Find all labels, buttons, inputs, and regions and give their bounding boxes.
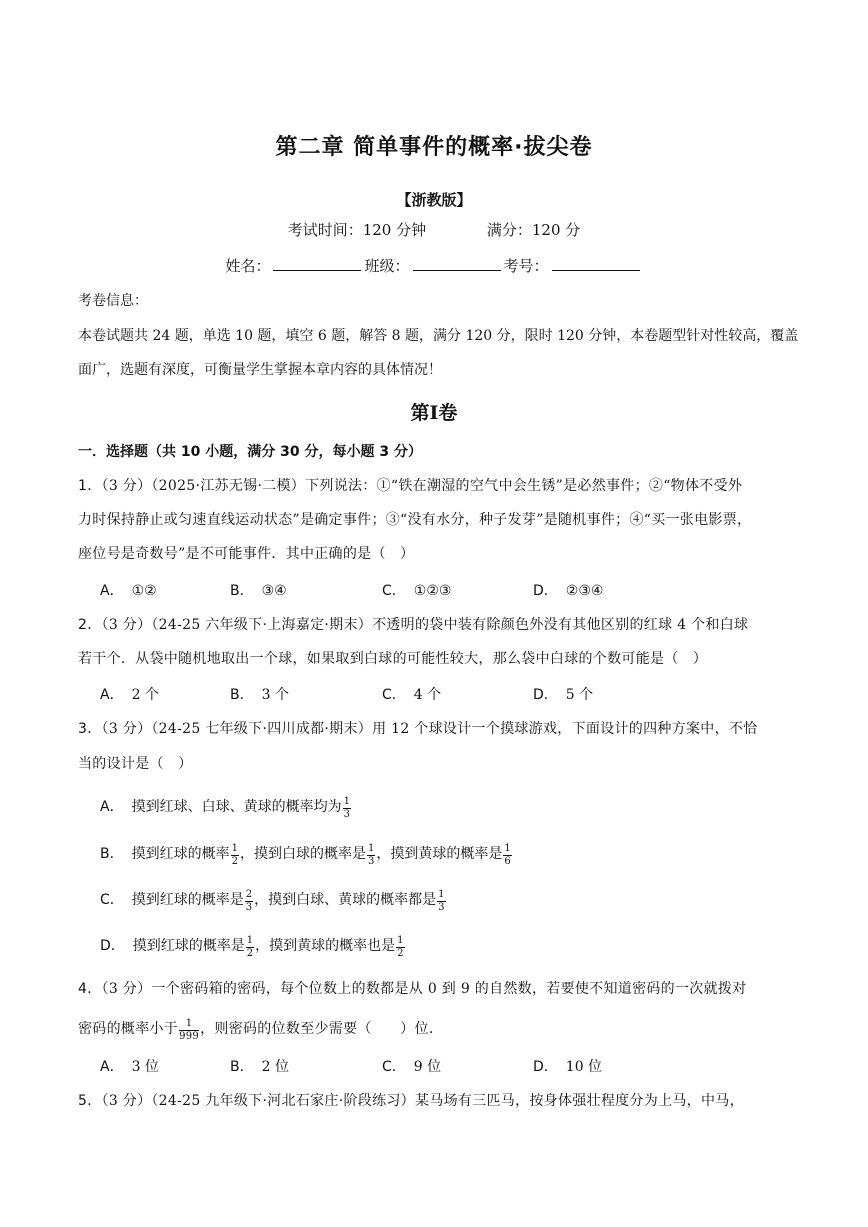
q2-text-1: （3 分）（24-25 六年级下·上海嘉定·期末）不透明的袋中装有除颜色外没有其他区别的红球 4 个和白球: [101, 617, 749, 633]
q4-option-b[interactable]: B． 2 位: [230, 1059, 289, 1075]
q3-line-2: 当的设计是（ ）: [78, 756, 193, 772]
q5-text-1: （3 分）（24-25 九年级下·河北石家庄·阶段练习）某马场有三匹马，按身体强壮程度分为上马，中马，: [101, 1093, 744, 1109]
fraction: $\frac{1}{6}$: [504, 842, 511, 867]
name-label: 姓名：: [225, 257, 271, 275]
section-title: 第Ⅰ卷: [410, 402, 458, 424]
q5-line-1: [78, 1090, 744, 1110]
q2-option-b[interactable]: B． 3 个: [230, 687, 289, 703]
q4-option-d[interactable]: D． 10 位: [533, 1059, 603, 1075]
q1-number: 1．: [78, 478, 102, 494]
class-label: 班级：: [364, 257, 410, 275]
q2-number: 2．: [78, 617, 102, 633]
q3-text-1: （3 分）（24-25 七年级下·四川成都·期末）用 12 个球设计一个摸球游戏，下面设计的四种方案中，不恰: [101, 721, 758, 737]
q1-line-1: [78, 475, 742, 495]
q3-option-b[interactable]: B． 摸到红球的概率 $\frac{1}{2}$ ，摸到白球的概率是 $\frac{1}{3}$ ，摸到黄球的概率是 $\frac{1}{6}$: [100, 842, 511, 867]
q4-line-2: 密码的概率小于 $\frac{1}{999}$ ，则密码的位数至少需要（ ）位．: [78, 1017, 444, 1042]
q4-line-1: [78, 978, 747, 998]
q1-line-3: 座位号是奇数号”是不可能事件．其中正确的是（ ）: [78, 546, 415, 562]
fraction: $\frac{1}{3}$: [367, 842, 375, 867]
q2-option-d[interactable]: D． 5 个: [533, 687, 594, 703]
info-line-1: 本卷试题共 24 题，单选 10 题，填空 6 题，解答 8 题，满分 120 分，限时 120 分钟，本卷题型针对性较高，覆盖: [78, 328, 799, 344]
q1-option-a[interactable]: A． ①②: [100, 583, 157, 599]
fraction: $\frac{1}{2}$: [231, 842, 238, 867]
exam-meta: [0, 219, 868, 240]
q3-number: 3．: [78, 721, 102, 737]
id-label: 考号：: [503, 257, 549, 275]
fraction: $\frac{1}{3}$: [343, 795, 350, 820]
fraction: $\frac{1}{3}$: [438, 888, 445, 913]
student-info-line: [0, 255, 868, 276]
edition-label: 【浙教版】: [396, 191, 472, 209]
q3-option-c[interactable]: C． 摸到红球的概率是 $\frac{2}{3}$ ，摸到白球、黄球的概率都是 $\frac{1}{3}$: [100, 888, 445, 913]
class-blank[interactable]: [413, 256, 501, 271]
q4-text-1: （3 分）一个密码箱的密码，每个位数上的数都是从 0 到 9 的自然数，若要使不知道密码的一次就拨对: [101, 981, 747, 997]
q1-option-d[interactable]: D． ②③④: [533, 583, 604, 599]
exam-time: 考试时间：120 分钟: [287, 221, 427, 239]
q3-option-a[interactable]: A． 摸到红球、白球、黄球的概率均为 $\frac{1}{3}$: [100, 795, 350, 820]
fraction: $\frac{1}{999}$: [179, 1017, 200, 1042]
q3-line-1: [78, 718, 758, 738]
q4-option-a[interactable]: A． 3 位: [100, 1059, 159, 1075]
q1-line-2: 力时保持静止或匀速直线运动状态”是确定事件；③“没有水分，种子发芽”是随机事件；④“买一张电影票，: [78, 512, 752, 528]
full-score: 满分：120 分: [486, 221, 581, 239]
page-title: 第二章 简单事件的概率·拔尖卷: [275, 135, 593, 160]
q4-option-c[interactable]: C． 9 位: [382, 1059, 442, 1075]
id-blank[interactable]: [552, 256, 640, 271]
name-blank[interactable]: [273, 256, 361, 271]
q1-option-c[interactable]: C． ①②③: [382, 583, 452, 599]
fraction: $\frac{1}{2}$: [397, 934, 404, 959]
q3-option-d[interactable]: D． 摸到红球的概率是 $\frac{1}{2}$ ，摸到黄球的概率也是 $\frac{1}{2}$: [100, 934, 404, 959]
q1-option-b[interactable]: B． ③④: [230, 583, 287, 599]
info-line-2: 面广，选题有深度，可衡量学生掌握本章内容的具体情况！: [78, 362, 442, 378]
q1-text-1: （3 分）（2025·江苏无锡·二模）下列说法：①“铁在潮湿的空气中会生锈”是必然事件；②“物体不受外: [101, 478, 743, 494]
q2-line-2: 若干个．从袋中随机地取出一个球，如果取到白球的可能性较大，那么袋中白球的个数可能是（ ）: [78, 651, 708, 667]
q2-option-c[interactable]: C． 4 个: [382, 687, 442, 703]
q5-number: 5．: [78, 1093, 102, 1109]
q2-option-a[interactable]: A． 2 个: [100, 687, 159, 703]
info-label: 考卷信息：: [78, 293, 148, 309]
q2-line-1: [78, 614, 748, 634]
fraction: $\frac{2}{3}$: [245, 888, 253, 913]
q4-number: 4．: [78, 981, 102, 997]
fraction: $\frac{1}{2}$: [246, 934, 254, 959]
part-title: 一．选择题（共 10 小题，满分 30 分，每小题 3 分）: [78, 444, 422, 460]
